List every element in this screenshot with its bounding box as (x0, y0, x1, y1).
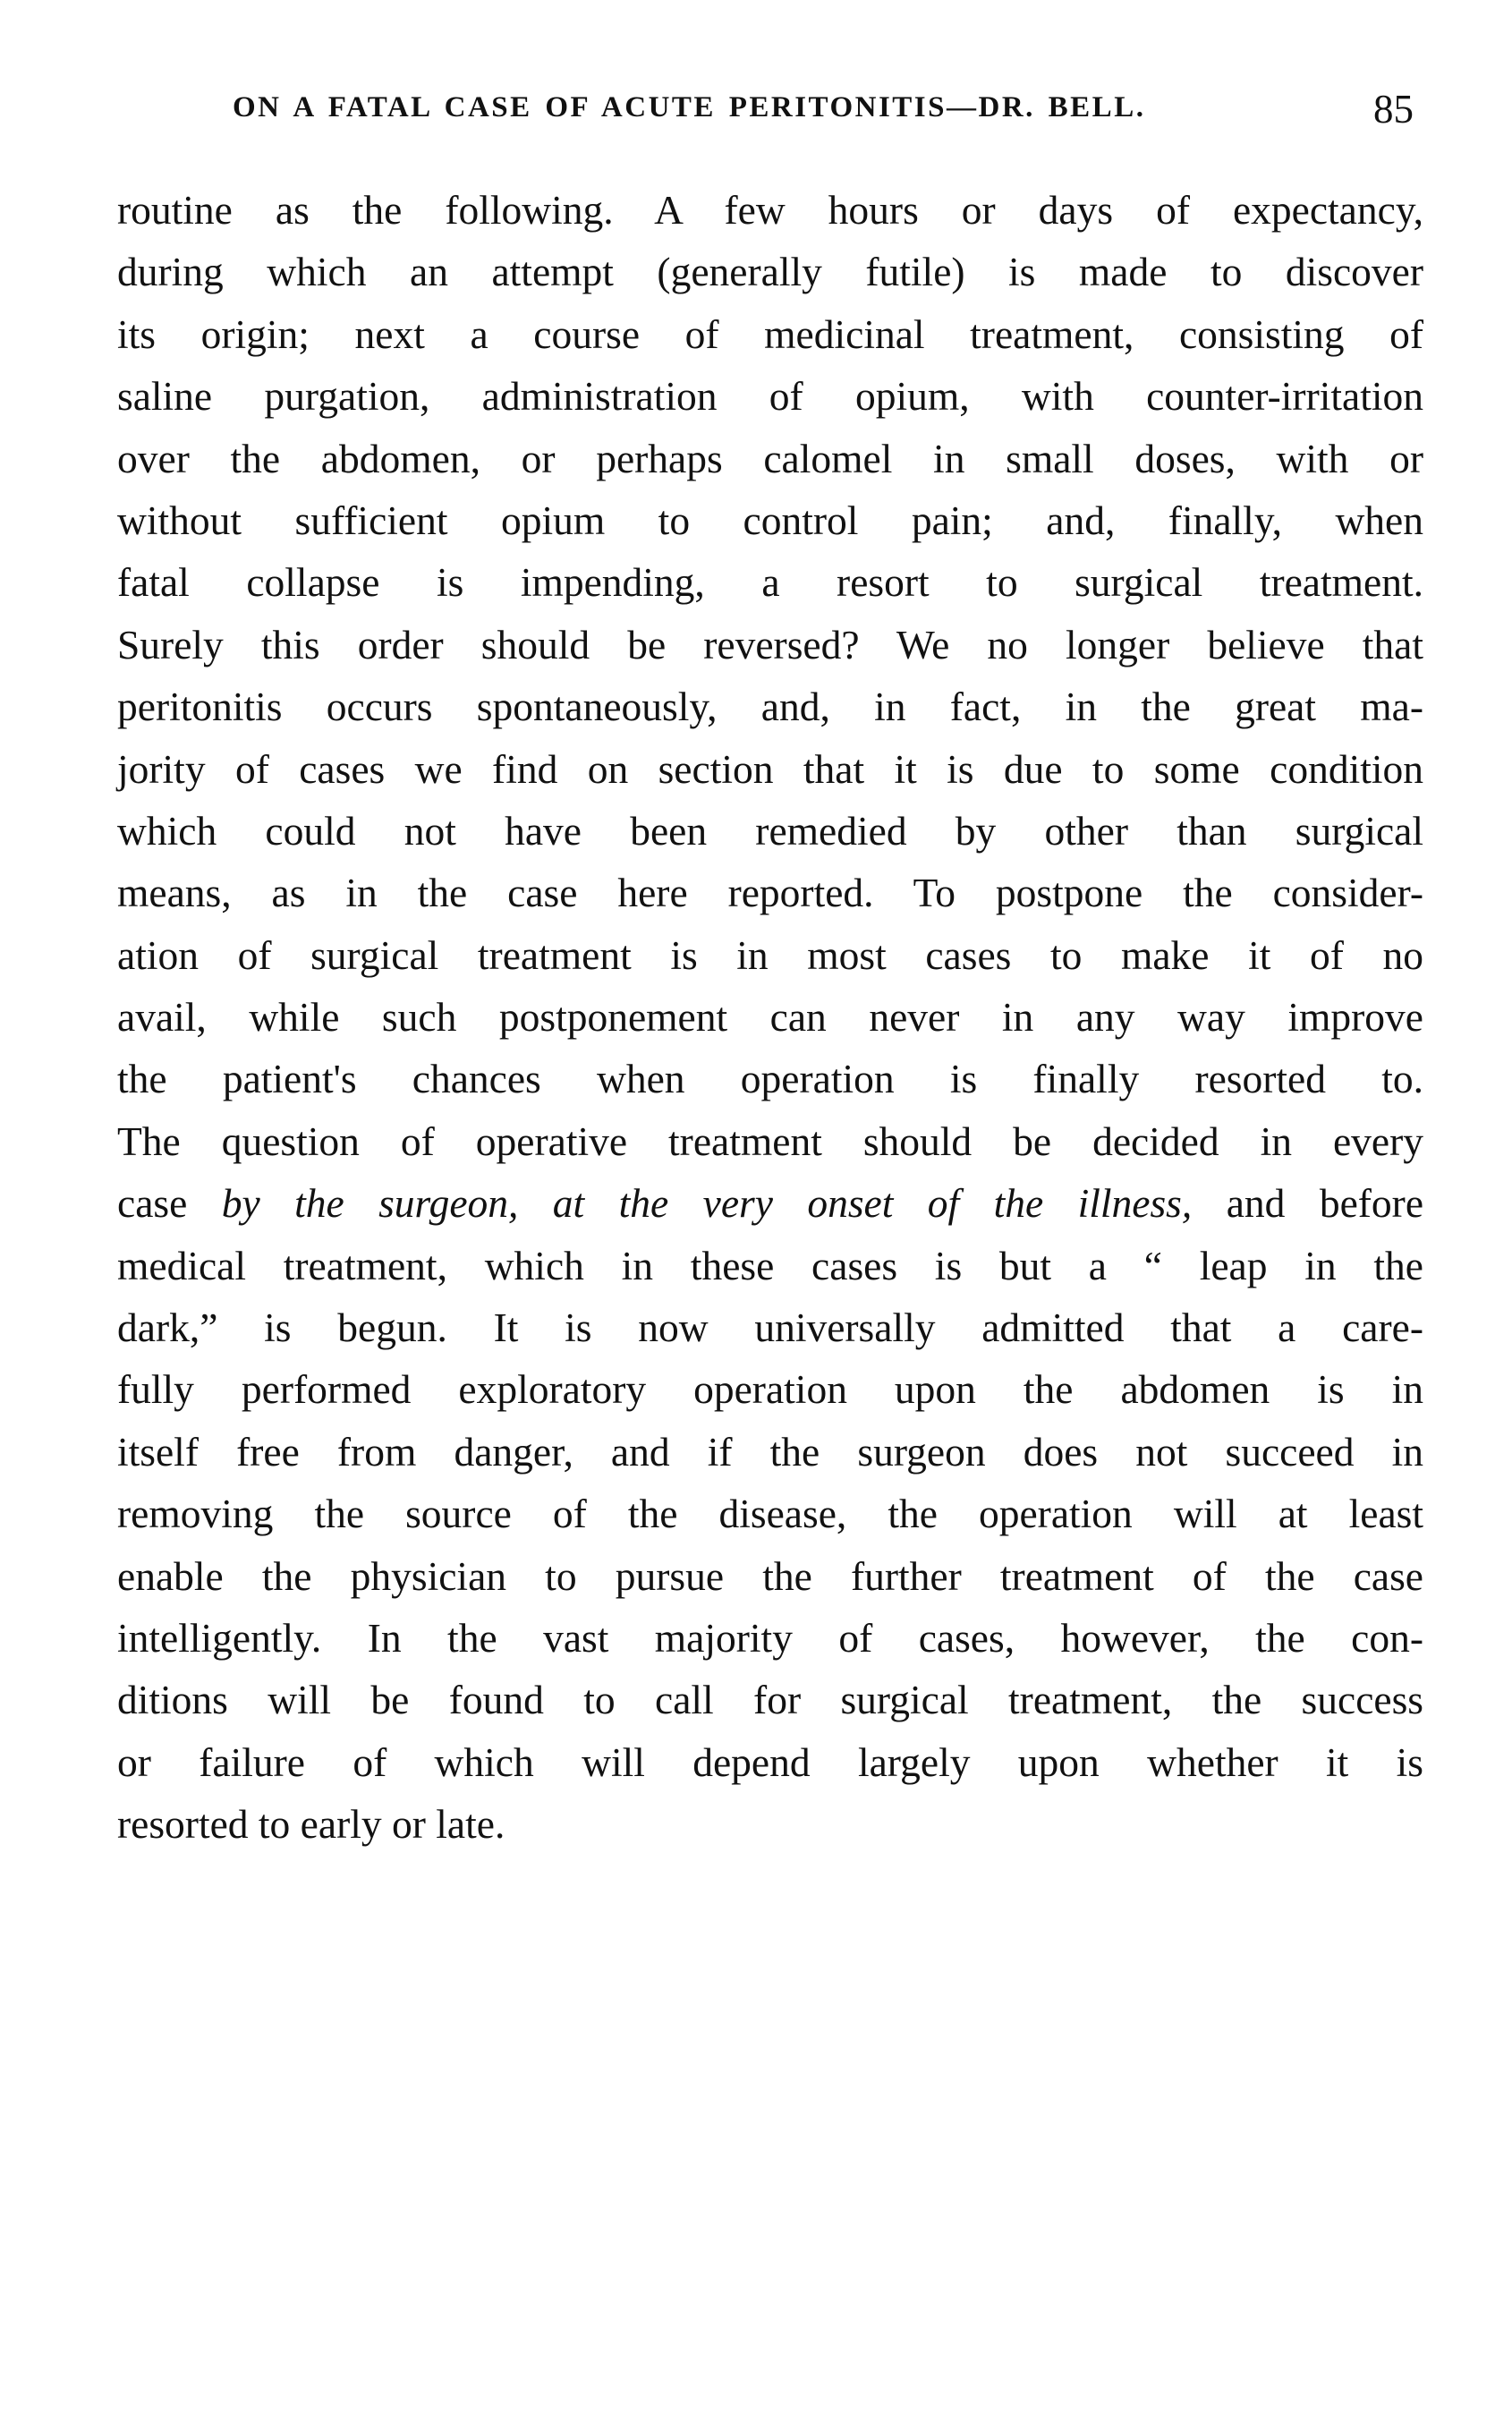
running-head (233, 86, 1414, 140)
text-line: ditions will be found to call for surgical treatment, the success (117, 1677, 1423, 1723)
text-line: its origin; next a course of medicinal treatment, consisting of (117, 310, 1423, 357)
text-line: the patient's chances when operation is finally resorted to. (117, 1056, 1423, 1102)
body-paragraph (117, 179, 1423, 1856)
text-line: fully performed exploratory operation upon the abdomen is in (117, 1366, 1423, 1413)
text-line: which could not have been remedied by other than surgical (117, 807, 1423, 854)
text-line: avail, while such postponement can never in any way improve (117, 994, 1423, 1041)
text-line: fatal collapse is impending, a resort to surgical treatment. (117, 559, 1423, 606)
text-line: routine as the following. A few hours or days of expectancy, (117, 187, 1423, 233)
text-line: or failure of which will depend largely upon whether it is (117, 1738, 1423, 1785)
text-line: ation of surgical treatment is in most cases to make it of no (117, 931, 1423, 978)
page-number: 85 (1373, 87, 1414, 132)
text-line: jority of cases we find on section that it is due to some condition (117, 745, 1423, 792)
text-line: peritonitis occurs spontaneously, and, in fact, in the great ma- (117, 684, 1423, 730)
text-line: without sufficient opium to control pain; and, finally, when (117, 497, 1423, 543)
text-line: itself free from danger, and if the surgeon does not succeed in (117, 1428, 1423, 1475)
text-line: over the abdomen, or perhaps calomel in small doses, with or (117, 435, 1423, 481)
text-line: The question of operative treatment should be decided in every (117, 1118, 1423, 1164)
text-line: saline purgation, administration of opium, with counter-irritation (117, 373, 1423, 420)
text-line: dark,” is begun. It is now universally admitted that a care- (117, 1305, 1423, 1351)
text-line-last: resorted to early or late. (117, 1801, 505, 1848)
text-line: means, as in the case here reported. To postpone the consider- (117, 870, 1423, 916)
text-line: Surely this order should be reversed? We no longer believe that (117, 621, 1423, 667)
line-text-after-italic: and before (1192, 1180, 1424, 1227)
text-line: during which an attempt (generally futile) is made to discover (117, 249, 1423, 295)
text-line: enable the physician to pursue the further treatment of the case (117, 1552, 1423, 1599)
line-text-before-italic: case (117, 1180, 222, 1227)
text-line-with-italic (117, 1172, 1423, 1234)
text-line: medical treatment, which in these cases is but a “ leap in the (117, 1242, 1423, 1288)
italic-emphasis: by the surgeon, at the very onset of the illness, (221, 1180, 1193, 1227)
text-line: intelligently. In the vast majority of cases, however, the con- (117, 1614, 1423, 1661)
text-line: removing the source of the disease, the operation will at least (117, 1491, 1423, 1537)
running-title: ON A FATAL CASE OF ACUTE PERITONITIS—DR. BELL. (233, 91, 1146, 123)
